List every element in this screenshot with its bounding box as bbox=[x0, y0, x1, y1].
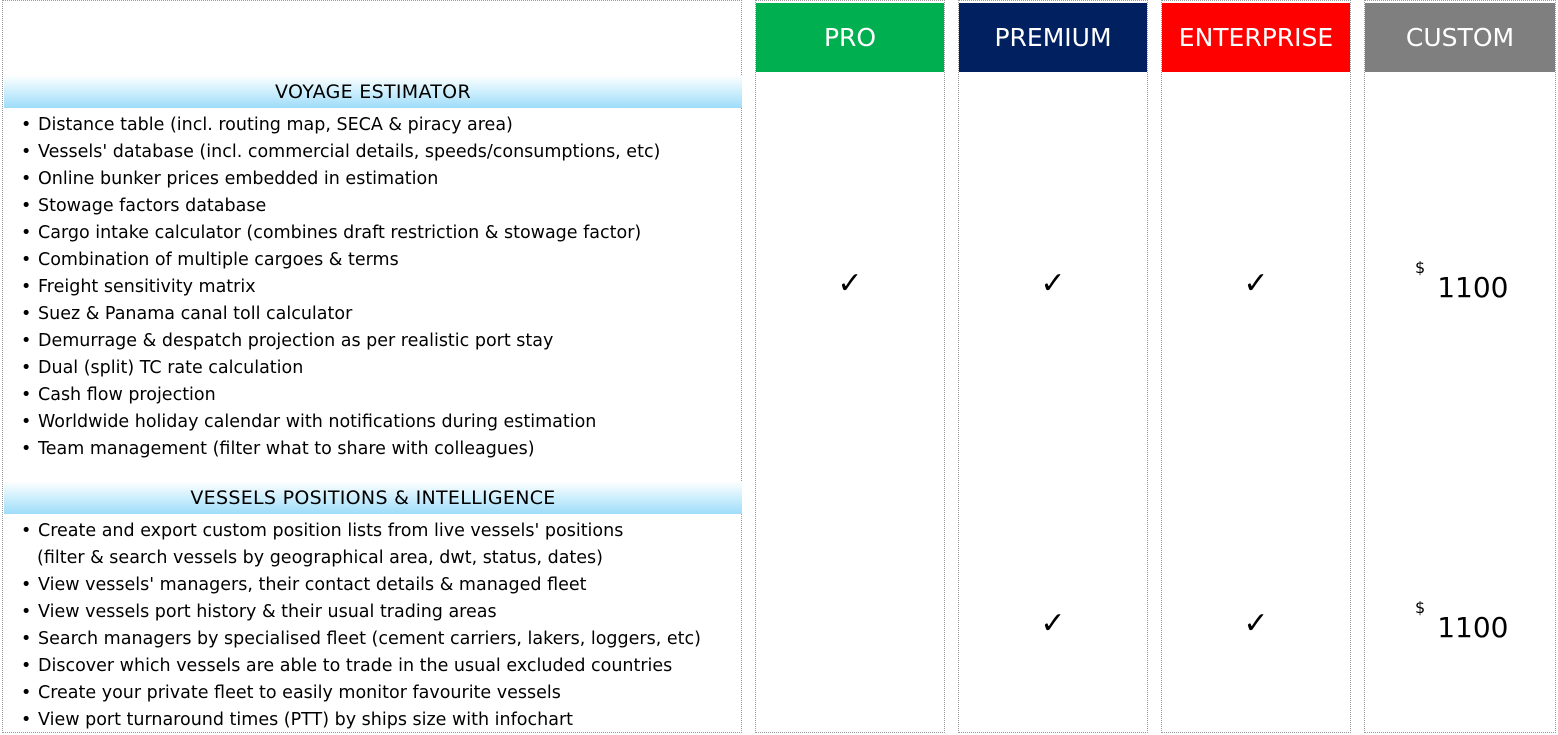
list-item: • Vessels' database (incl. commercial details, speeds/consumptions, etc) bbox=[21, 142, 661, 162]
list-item: • Create and export custom position lists from live vessels' positions bbox=[21, 521, 624, 541]
custom-vessels-price bbox=[1415, 597, 1509, 644]
vessels-positions-feature-list bbox=[21, 518, 701, 734]
voyage-estimator-feature-list bbox=[21, 112, 660, 463]
plan-header-premium[interactable]: PREMIUM bbox=[959, 3, 1147, 72]
section-header-vessels-positions: VESSELS POSITIONS & INTELLIGENCE bbox=[4, 481, 742, 514]
plan-column-premium bbox=[958, 0, 1148, 733]
list-item: • Online bunker prices embedded in estimation bbox=[21, 169, 439, 189]
premium-voyage-check-icon: ✓ bbox=[1040, 266, 1066, 301]
list-item: • Search managers by specialised fleet (cement carriers, lakers, loggers, etc) bbox=[21, 629, 701, 649]
list-item: • Dual (split) TC rate calculation bbox=[21, 358, 304, 378]
list-item: • Cargo intake calculator (combines draft restriction & stowage factor) bbox=[21, 223, 642, 243]
list-item: • Distance table (incl. routing map, SECA & piracy area) bbox=[21, 115, 513, 135]
currency-symbol: $ bbox=[1415, 597, 1426, 617]
enterprise-voyage-check-icon: ✓ bbox=[1243, 266, 1269, 301]
plan-column-enterprise bbox=[1161, 0, 1351, 733]
custom-voyage-price bbox=[1415, 257, 1509, 304]
list-item: • Combination of multiple cargoes & terms bbox=[21, 250, 399, 270]
list-item: • Worldwide holiday calendar with notifications during estimation bbox=[21, 412, 597, 432]
list-item: • View vessels port history & their usual trading areas bbox=[21, 602, 497, 622]
list-item: • Suez & Panama canal toll calculator bbox=[21, 304, 353, 324]
list-item: • Cash flow projection bbox=[21, 385, 216, 405]
plan-header-pro[interactable]: PRO bbox=[756, 3, 944, 72]
currency-symbol: $ bbox=[1415, 257, 1426, 277]
list-item: • Demurrage & despatch projection as per realistic port stay bbox=[21, 331, 554, 351]
list-item: • Discover which vessels are able to trade in the usual excluded countries bbox=[21, 656, 673, 676]
plan-column-pro bbox=[755, 0, 945, 733]
list-item: • View vessels' managers, their contact details & managed fleet bbox=[21, 575, 587, 595]
price-value: 1100 bbox=[1437, 271, 1509, 304]
pro-voyage-check-icon: ✓ bbox=[837, 266, 863, 301]
feature-panel bbox=[2, 0, 742, 733]
list-item: • View port turnaround times (PTT) by ships size with infochart bbox=[21, 710, 573, 730]
list-item: • Freight sensitivity matrix bbox=[21, 277, 256, 297]
plan-header-custom[interactable]: CUSTOM bbox=[1365, 3, 1555, 72]
list-item: • Create your private fleet to easily monitor favourite vessels bbox=[21, 683, 561, 703]
enterprise-vessels-check-icon: ✓ bbox=[1243, 606, 1269, 641]
section-header-voyage-estimator: VOYAGE ESTIMATOR bbox=[4, 75, 742, 108]
plan-column-custom bbox=[1364, 0, 1556, 733]
price-value: 1100 bbox=[1437, 611, 1509, 644]
premium-vessels-check-icon: ✓ bbox=[1040, 606, 1066, 641]
list-item: • Stowage factors database bbox=[21, 196, 267, 216]
plan-header-enterprise[interactable]: ENTERPRISE bbox=[1162, 3, 1350, 72]
list-item: • Team management (filter what to share with colleagues) bbox=[21, 439, 535, 459]
list-item-continuation: (filter & search vessels by geographical area, dwt, status, dates) bbox=[37, 548, 603, 568]
